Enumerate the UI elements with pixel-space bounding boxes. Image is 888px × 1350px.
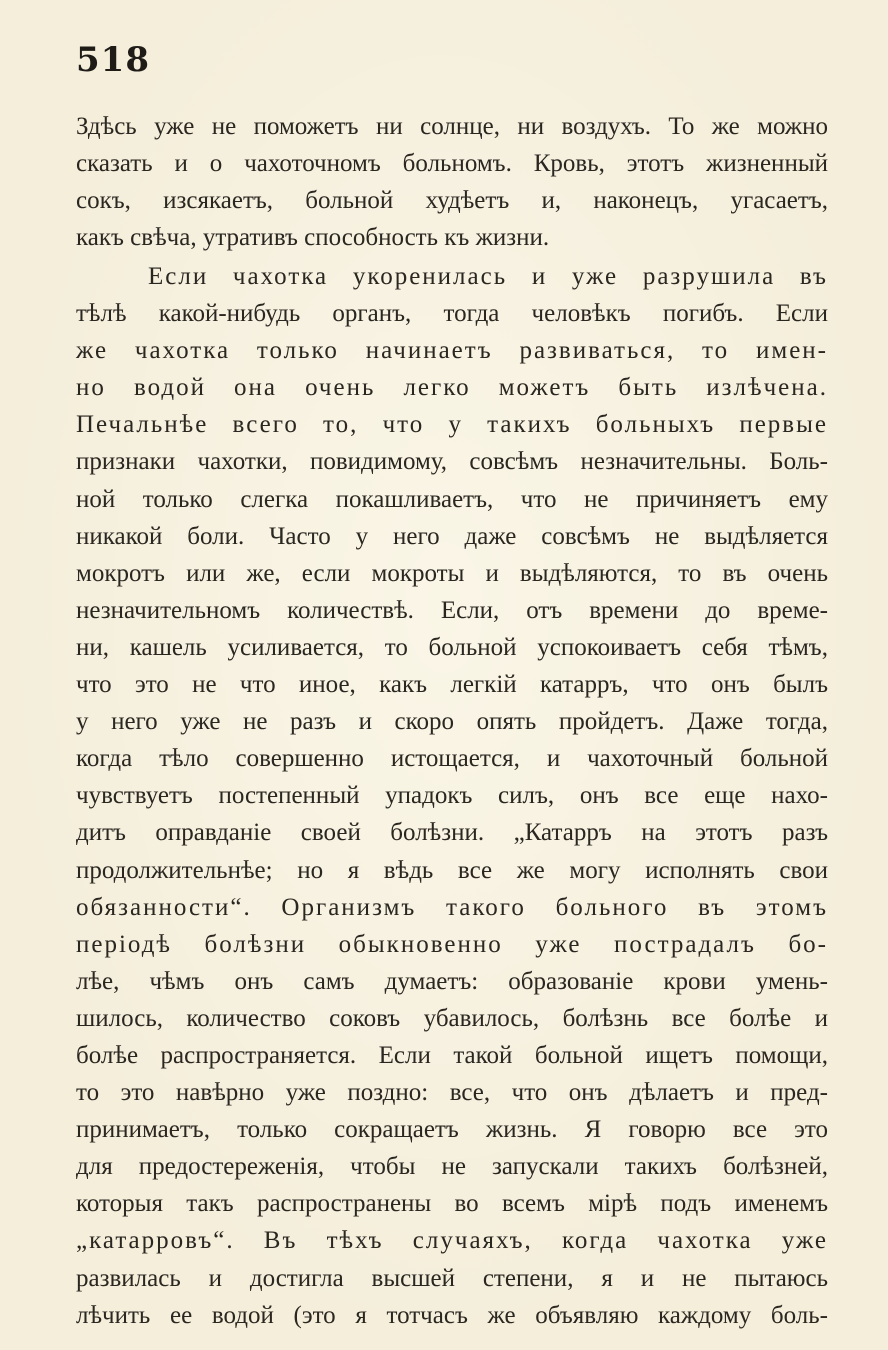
text-line: ной только слегка покашливаетъ, что не причиняетъ ему xyxy=(76,485,828,513)
text-line: тѣлѣ какой-нибудь органъ, тогда человѣкъ погибъ. Если xyxy=(76,300,828,328)
text-line: у него уже не разъ и скоро опять пройдетъ. Даже тогда, xyxy=(76,708,828,736)
text-line: Печальнѣе всего то, что у такихъ больныхъ первые xyxy=(76,411,828,439)
paragraph-1 xyxy=(76,108,828,256)
text-line: Здѣсь уже не поможетъ ни солнце, ни воздухъ. То же можно xyxy=(76,113,828,140)
page-number: 518 xyxy=(76,40,150,80)
text-line: признаки чахотки, повидимому, совсѣмъ незначительны. Боль- xyxy=(76,448,828,476)
text-line: ни, кашель усиливается, то больной успокоиваетъ себя тѣмъ, xyxy=(76,633,828,661)
text-line: что это не что иное, какъ легкій катарръ, что онъ былъ xyxy=(76,671,828,699)
text-line: развилась и достигла высшей степени, я и не пытаюсь xyxy=(76,1264,828,1292)
paragraph-2 xyxy=(76,258,828,1334)
text-line: періодѣ болѣзни обыкновенно уже пострадалъ бо- xyxy=(76,930,828,958)
text-line: же чахотка только начинаетъ развиваться, то имен- xyxy=(76,337,828,365)
text-line: обязанности“. Организмъ такого больного въ этомъ xyxy=(76,893,828,921)
text-line: дитъ оправданіе своей болѣзни. „Катарръ на этотъ разъ xyxy=(76,819,828,847)
text-line: лѣчить ее водой (это я тотчасъ же объявляю каждому боль- xyxy=(76,1301,828,1329)
text-line: мокротъ или же, если мокроты и выдѣляются, то въ очень xyxy=(76,559,828,587)
text-line: „катарровъ“. Въ тѣхъ случаяхъ, когда чахотка уже xyxy=(76,1227,828,1255)
text-line: когда тѣло совершенно истощается, и чахоточный больной xyxy=(76,745,828,773)
text-line: для предостереженія, чтобы не запускали такихъ болѣзней, xyxy=(76,1153,828,1181)
text-line: Если чахотка укоренилась и уже разрушила въ xyxy=(148,263,828,290)
text-line: лѣе, чѣмъ онъ самъ думаетъ: образованіе крови умень- xyxy=(76,967,828,995)
text-line: сказать и о чахоточномъ больномъ. Кровь, этотъ жизненный xyxy=(76,150,828,178)
text-line: чувствуетъ постепенный упадокъ силъ, онъ все еще нахо- xyxy=(76,782,828,810)
text-line: сокъ, изсякаетъ, больной худѣетъ и, наконецъ, угасаетъ, xyxy=(76,187,828,215)
text-line: болѣе распространяется. Если такой больной ищетъ помощи, xyxy=(76,1041,828,1069)
text-line: продолжительнѣе; но я вѣдь все же могу исполнять свои xyxy=(76,856,828,884)
text-line: шилось, количество соковъ убавилось, болѣзнь все болѣе и xyxy=(76,1004,828,1032)
text-line: какъ свѣча, утративъ способность къ жизни. xyxy=(76,224,550,252)
text-line: но водой она очень легко можетъ быть излѣчена. xyxy=(76,374,828,402)
text-line: принимаетъ, только сокращаетъ жизнь. Я говорю все это xyxy=(76,1116,828,1144)
text-line: которыя такъ распространены во всемъ мірѣ подъ именемъ xyxy=(76,1190,828,1218)
text-line: никакой боли. Часто у него даже совсѣмъ не выдѣляется xyxy=(76,522,828,550)
text-line: то это навѣрно уже поздно: все, что онъ дѣлаетъ и пред- xyxy=(76,1079,828,1107)
text-line: незначительномъ количествѣ. Если, отъ времени до време- xyxy=(76,596,828,624)
